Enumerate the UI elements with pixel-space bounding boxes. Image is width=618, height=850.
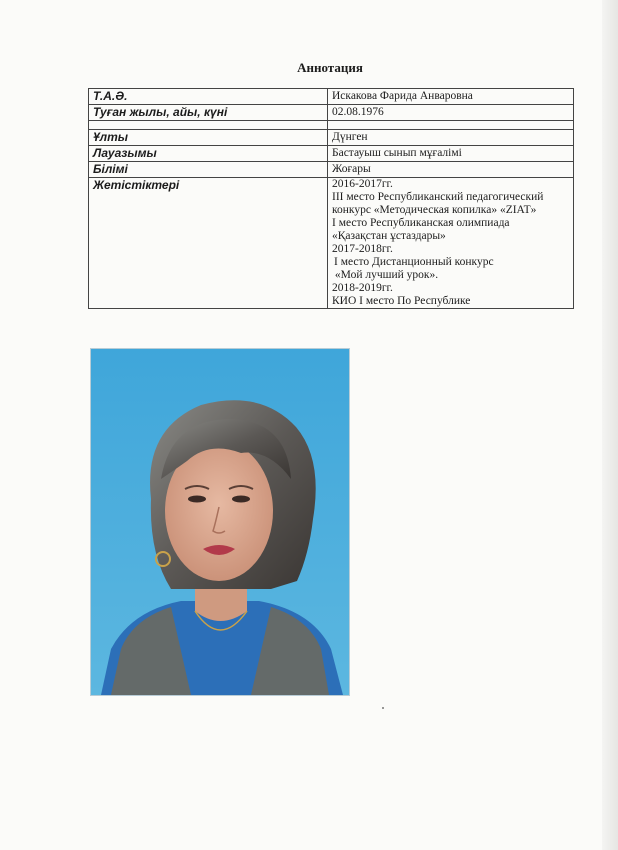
field-label-nationality: Ұлты (89, 130, 328, 146)
achievement-line: 2018-2019гг. (332, 282, 393, 294)
table-row (89, 130, 574, 146)
annotation-table (88, 88, 574, 309)
achievement-line: 2017-2018гг. (332, 243, 393, 255)
achievement-line: конкурс «Методическая копилка» «ZIAT» (332, 204, 537, 216)
achievement-line: III место Республиканский педагогический (332, 191, 544, 203)
page-edge-shadow (602, 0, 618, 850)
achievement-line: I место Республиканская олимпиада (332, 217, 510, 229)
table-row (89, 105, 574, 121)
table-row (89, 146, 574, 162)
table-row (89, 162, 574, 178)
field-value-birthdate: 02.08.1976 (328, 105, 574, 121)
achievement-line: КИО I место По Республике (332, 295, 471, 307)
field-value-education: Жоғары (328, 162, 574, 178)
achievement-line: «Қазақстан ұстаздары» (332, 230, 446, 242)
achievement-line: I место Дистанционный конкурс (334, 256, 494, 268)
field-label-achievements: Жетістіктері (89, 178, 328, 309)
table-row-spacer (89, 121, 574, 130)
portrait-illustration (91, 349, 349, 695)
scan-speck (382, 707, 384, 709)
achievement-line: «Мой лучший урок». (332, 269, 439, 281)
field-label-name: Т.А.Ә. (89, 89, 328, 105)
table-row (89, 89, 574, 105)
document-title: Аннотация (297, 60, 363, 75)
field-value-position: Бастауыш сынып мұғалімі (328, 146, 574, 162)
field-value-name: Искакова Фарида Анваровна (328, 89, 574, 105)
achievement-line: 2016-2017гг. (332, 178, 393, 190)
field-value-nationality: Дүнген (328, 130, 574, 146)
field-label-education: Білімі (89, 162, 328, 178)
field-label-birthdate: Туған жылы, айы, күні (89, 105, 328, 121)
portrait-photo (90, 348, 350, 696)
field-value-achievements (328, 178, 574, 309)
field-label-position: Лауазымы (89, 146, 328, 162)
table-row (89, 178, 574, 309)
